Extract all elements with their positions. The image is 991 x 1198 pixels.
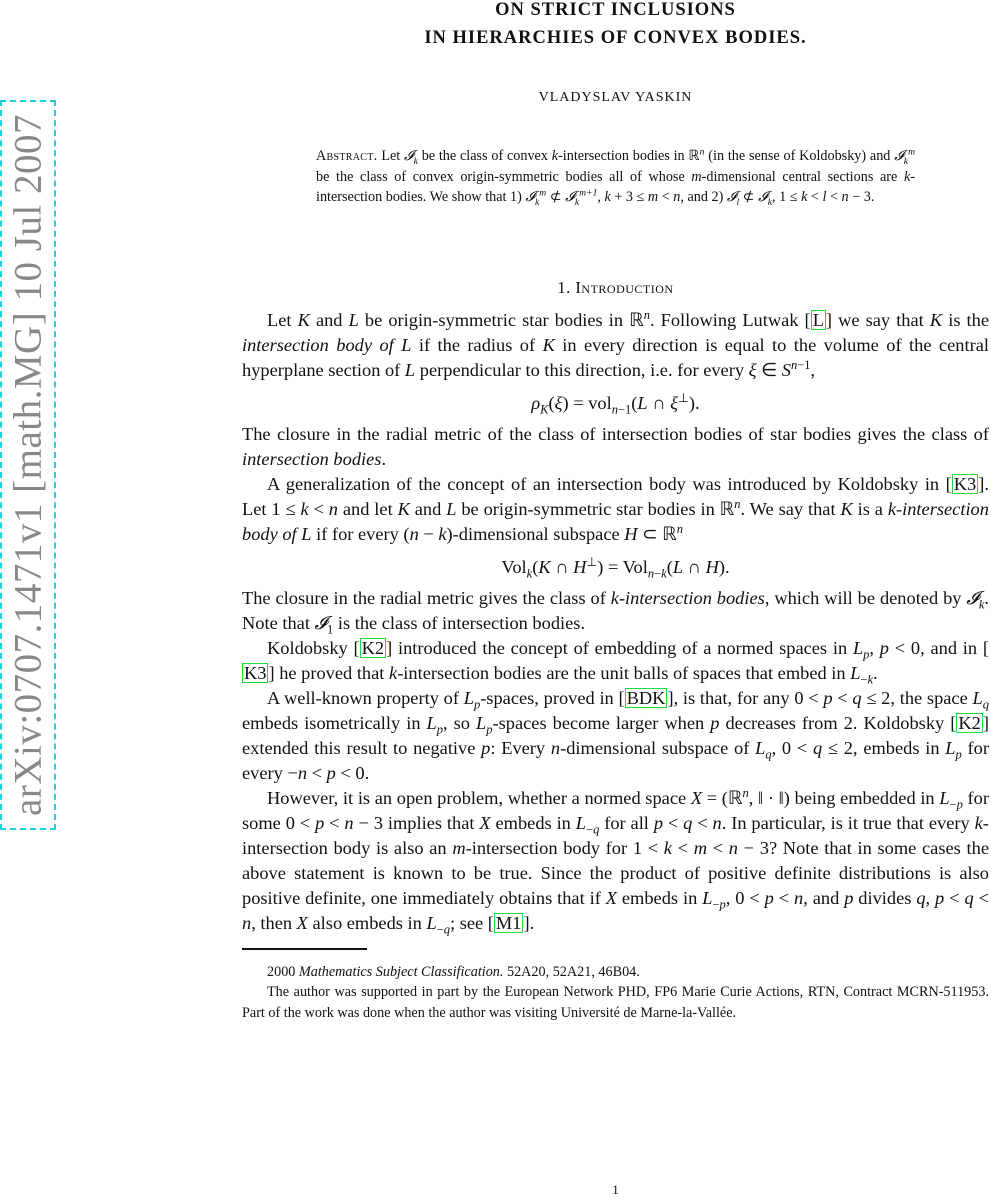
paragraph: Koldobsky [ K2 ] introduced the concept of embedding of a normed spaces in $L_p$, p < 0, and in [K3 ] he proved that k-intersection bodies are the unit balls of spaces that embed in $L_{-k}$. — [244, 637, 989, 687]
title-line-1: ON STRICT INCLUSIONS — [495, 0, 736, 20]
section-title: Introduction — [575, 277, 674, 297]
paragraph: Let K and L be origin-symmetric star bodies in ℝ$^n$. Following Lutwak [ L ] we say that K is the intersection body of L if the radius of K in every direction is equal to the volume of the central hyperplane section of L perpendicular to this direction, i.e. for every ξ ∈ $S^{n-1}$, — [242, 307, 990, 380]
citation-link[interactable]: K2 — [958, 712, 981, 733]
section-heading: 1. Introduction — [557, 277, 674, 297]
arxiv-stamp[interactable]: arXiv:0707.1471v1 [math.MG] 10 Jul 2007 — [6, 114, 50, 816]
equation: $\rho_K(\xi) = vol_{n-1}(L$ ∩ ξ⊥). — [531, 390, 700, 417]
citation-link[interactable]: K2 — [361, 637, 385, 658]
abstract-label: Abstract. — [316, 148, 378, 164]
paper-title — [242, 0, 989, 52]
paragraph: However, it is an open problem, whether a normed space X = (ℝ$^n$, ‖ · ‖) being embedded in $L_{-p}$ for some 0 < p < n − 3 implies that X embeds in $L_{-q}$ for all p < q < n. In particular, is it true that every k-intersection body is also an m-intersection body for 1 < k < m < n − 3? Note that in some cases the above statement is known to be true. Since the product of positive definite distributions is also positive definite, one immediately obtains that if X embeds in $L_{-p}$, 0 < p < n, and p divides q, p < q < n, then X also embeds in $L_{-q}$; see [ M1 ]. — [242, 785, 989, 937]
footnotes — [242, 962, 989, 1024]
citation-link[interactable]: K3 — [244, 662, 267, 683]
body-text — [242, 308, 989, 936]
title-line-2: IN HIERARCHIES OF CONVEX BODIES. — [424, 28, 807, 48]
paragraph: The closure in the radial metric of the class of intersection bodies of star bodies gives the class of intersection bodies. — [242, 423, 989, 469]
paragraph: The closure in the radial metric gives the class of k-intersection bodies, which will be denoted by 𝓘$_k$. Note that 𝓘$_1$ is the class of intersection bodies. — [242, 587, 989, 637]
citation-link[interactable]: L — [812, 309, 824, 330]
citation-link[interactable]: M1 — [495, 912, 522, 933]
paper-page — [242, 0, 990, 1197]
page-number: 1 — [612, 1182, 619, 1197]
paragraph: A well-known property of $L_p$-spaces, proved in [ BDK ], is that, for any 0 < p < q ≤ 2, the space $L_q$ embeds isometrically in $L_p$, so $L_p$-spaces become larger when p decreases from 2. Koldobsky [ K2 ] extended this result to negative p: Every n-dimensional subspace of $L_q$, 0 < q ≤ 2, embeds in $L_p$ for every −n < p < 0. — [242, 687, 989, 783]
footnote-funding: The author was supported in part by the European Network PHD, FP6 Marie Curie Actions, RTN, Contract MCRN-511953. Part of the work was done when the author was visiting Université de Marne-la-Vallée. — [242, 984, 989, 1021]
citation-link[interactable]: K3 — [953, 473, 977, 494]
abstract: Abstract. Let 𝓘$_k$ be the class of convex k-intersection bodies in ℝ$^n$ (in the sense of Koldobsky) and 𝓘$_k^m$ be the class of convex origin-symmetric bodies all of whose m-dimensional central sections are k-intersection bodies. We show that 1) 𝓘$_k^m$ ⊄ 𝓘$_k^{m+1}$, k + 3 ≤ m < n, and 2) 𝓘$_l$ ⊄ 𝓘$_k$, 1 ≤ k < l < n − 3. — [316, 146, 916, 209]
citation-link[interactable]: BDK — [626, 687, 666, 708]
arxiv-stamp-box — [0, 100, 56, 830]
paragraph: A generalization of the concept of an intersection body was introduced by Koldobsky in [ K3 ]. Let 1 ≤ k < n and let K and L be origin-symmetric star bodies in ℝ$^n$. We say that K is a k-intersection body of L if for every (n − k)-dimensional subspace H ⊂ ℝ$^n$ — [242, 473, 989, 544]
footnote-rule — [242, 948, 367, 950]
equation: Vol$_k$(K ∩ H⊥) = Vol$_{n-k}$(L ∩ H). — [501, 554, 730, 581]
author-name: VLADYSLAV YASKIN — [538, 90, 693, 105]
footnote-msc: 2000 Mathematics Subject Classification. 52A20, 52A21, 46B04. — [267, 963, 640, 980]
